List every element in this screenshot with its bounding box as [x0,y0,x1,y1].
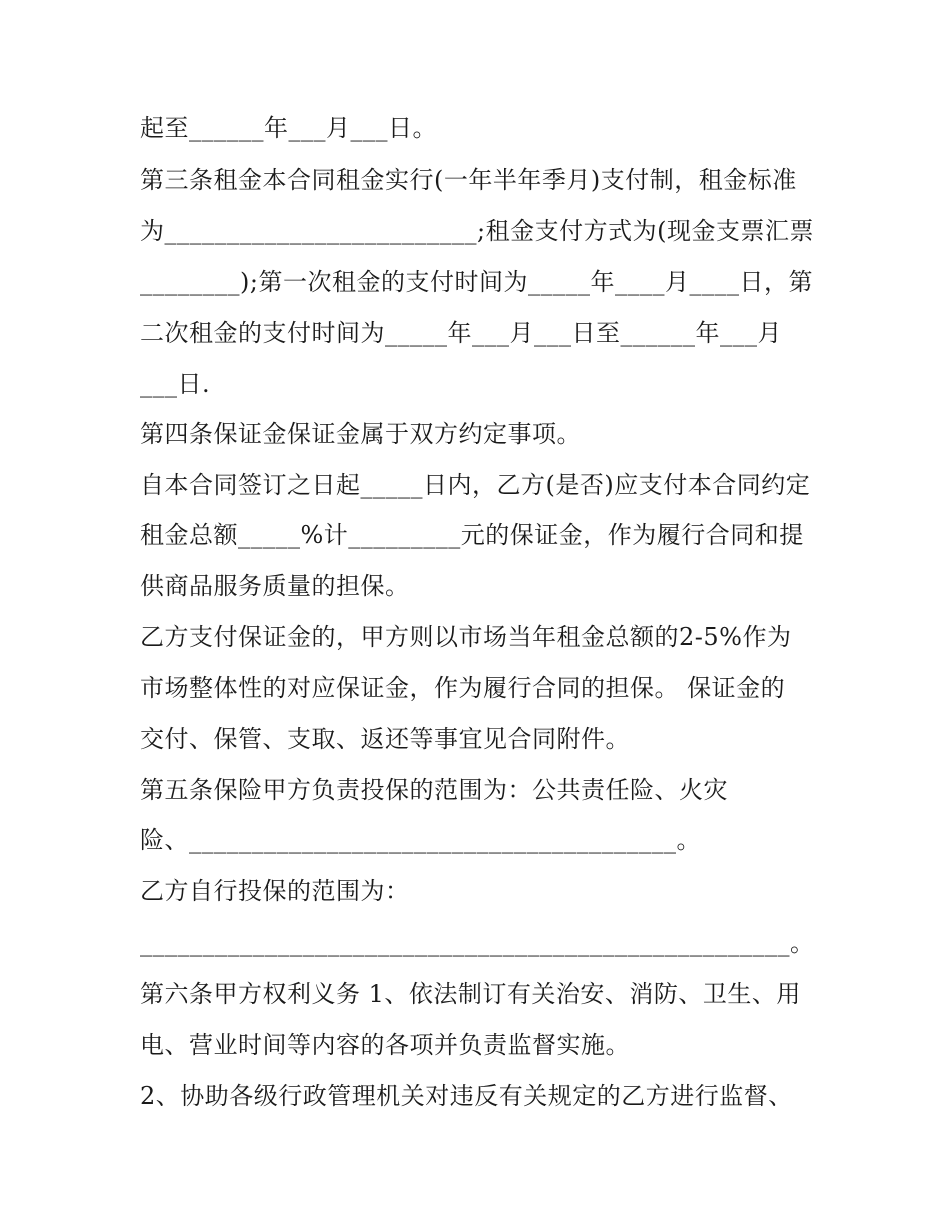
text-line: 第五条保险甲方负责投保的范围为：公共责任险、火灾 [140,776,728,804]
text-line: 乙方支付保证金的，甲方则以市场当年租金总额的2-5%作为 [140,623,792,651]
text-line: 乙方自行投保的范围为： [140,877,410,905]
text-line: 市场整体性的对应保证金，作为履行合同的担保。 保证金的 [140,674,786,702]
text-line: 第六条甲方权利义务 1、依法制订有关治安、消防、卫生、用 [140,980,801,1008]
text-line: 交付、保管、支取、返还等事宜见合同附件。 [140,725,630,753]
text-line: 2、协助各级行政管理机关对违反有关规定的乙方进行监督、 [140,1082,793,1110]
text-line: 起至______年___月___日。 [140,114,437,142]
text-line: 险、_______________________________________。 [140,826,701,854]
text-line: 自本合同签订之日起_____日内，乙方(是否)应支付本合同约定 [140,471,811,499]
text-line: ________);第一次租金的支付时间为_____年____月____日，第 [140,268,813,296]
text-line: 第三条租金本合同租金实行(一年半年季月)支付制，租金标准 [140,166,797,194]
text-line: 租金总额_____%计_________元的保证金，作为履行合同和提 [140,521,804,549]
text-line: 第四条保证金保证金属于双方约定事项。 [140,420,581,448]
text-line: ____________________________________________________。 [140,929,815,957]
text-line: 电、营业时间等内容的各项并负责监督实施。 [140,1031,630,1059]
text-line: 供商品服务质量的担保。 [140,572,410,600]
text-line: ___日. [140,370,211,398]
text-line: 二次租金的支付时间为_____年___月___日至______年___月 [140,319,782,347]
text-line: 为_________________________;租金支付方式为(现金支票汇票 [140,217,814,245]
